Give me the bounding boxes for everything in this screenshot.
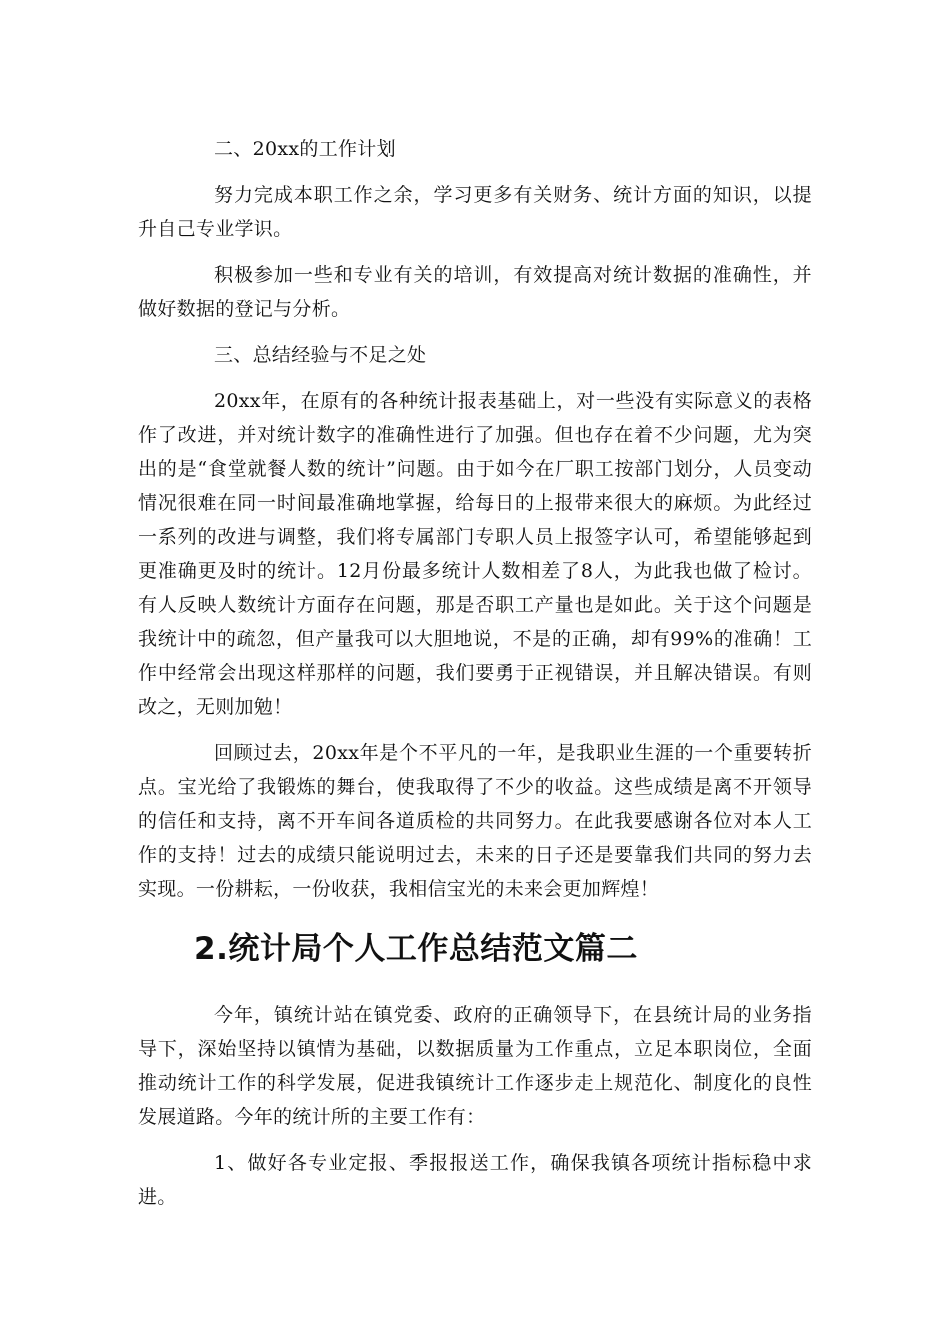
paragraph-review: 回顾过去，20xx年是个不平凡的一年，是我职业生涯的一个重要转折点。宝光给了我锻炼的舞台，使我取得了不少的收益。这些成绩是离不开领导的信任和支持，离不开车间各道质检的共同努力。在此我要感谢各位对本人工作的支持！过去的成绩只能说明过去，未来的日子还是要靠我们共同的努力去实现。一份耕耘，一份收获，我相信宝光的未来会更加辉煌！ [138, 742, 812, 900]
paragraph-study: 努力完成本职工作之余，学习更多有关财务、统计方面的知识，以提升自己专业学识。 [138, 184, 812, 240]
paragraph-intro: 今年，镇统计站在镇党委、政府的正确领导下，在县统计局的业务指导下，深始坚持以镇情为基础，以数据质量为工作重点，立足本职岗位，全面推动统计工作的科学发展，促进我镇统计工作逐步走上规范化、制度化的良性发展道路。今年的统计所的主要工作有： [138, 1004, 812, 1128]
paragraph-improvements: 20xx年，在原有的各种统计报表基础上，对一些没有实际意义的表格作了改进，并对统计数字的准确性进行了加强。但也存在着不少问题，尤为突出的是“食堂就餐人数的统计”问题。由于如今在厂职工按部门划分，人员变动情况很难在同一时间最准确地掌握，给每日的上报带来很大的麻烦。为此经过一系列的改进与调整，我们将专属部门专职人员上报签字认可，希望能够起到更准确更及时的统计。12月份最多统计人数相差了8人，为此我也做了检讨。有人反映人数统计方面存在问题，那是否职工产量也是如此。关于这个问题是我统计中的疏忽，但产量我可以大胆地说，不是的正确，却有99%的准确！工作中经常会出现这样那样的问题，我们要勇于正视错误，并且解决错误。有则改之，无则加勉！ [138, 390, 812, 718]
paragraph-training: 积极参加一些和专业有关的培训，有效提高对统计数据的准确性，并做好数据的登记与分析。 [138, 264, 812, 320]
article-title: 2.统计局个人工作总结范文篇二 [194, 931, 638, 967]
section-heading-summary: 三、总结经验与不足之处 [214, 344, 427, 366]
section-heading-work-plan: 二、20xx的工作计划 [214, 138, 396, 160]
list-item-1: 1、做好各专业定报、季报报送工作，确保我镇各项统计指标稳中求进。 [138, 1152, 812, 1208]
document-body [138, 132, 812, 1214]
